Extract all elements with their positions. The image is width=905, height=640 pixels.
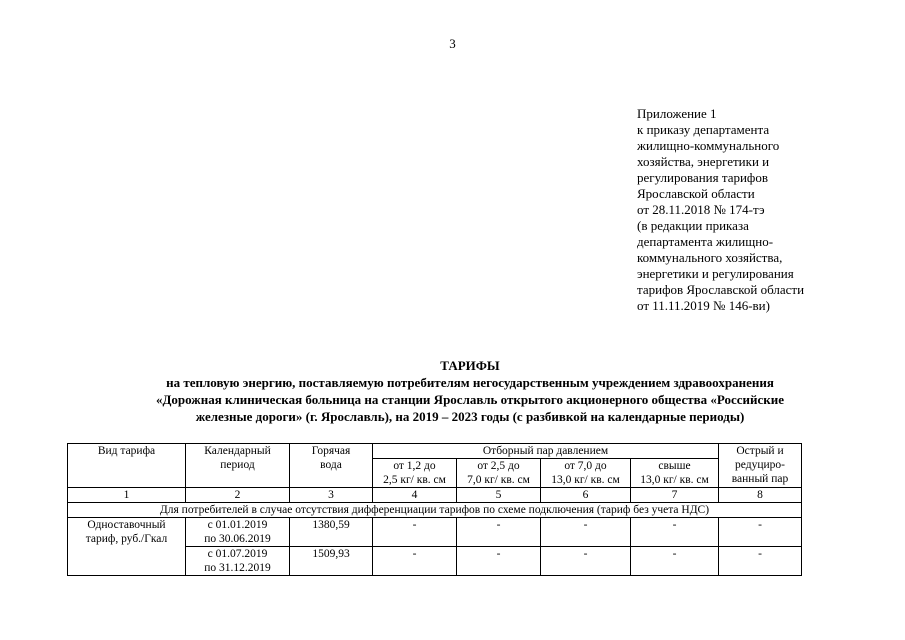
appendix-line: тарифов Ярославской области (637, 282, 805, 297)
section-row (68, 503, 802, 518)
hot-water-value: 1509,93 (290, 547, 373, 576)
column-number: 5 (457, 488, 541, 503)
column-number: 4 (373, 488, 457, 503)
steam-value: - (373, 518, 457, 547)
appendix-line: жилищно-коммунального (637, 138, 780, 153)
tariff-label (68, 518, 186, 576)
steam-value: - (457, 547, 541, 576)
page-number: 3 (449, 36, 456, 51)
header-steam-1 (373, 459, 457, 488)
header-text: от 7,0 до (564, 460, 607, 472)
header-text: от 2,5 до (477, 460, 520, 472)
header-text: от 1,2 до (393, 460, 436, 472)
header-steam-4 (631, 459, 719, 488)
header-text: вода (320, 459, 342, 471)
steam-value: - (631, 518, 719, 547)
appendix-line: департамента жилищно- (637, 234, 774, 249)
title-line: железные дороги» (г. Ярославль), на 2019 – 2023 годы (с разбивкой на календарные периоды) (195, 409, 745, 424)
steam-value: - (631, 547, 719, 576)
column-number-row (68, 488, 802, 503)
column-number: 6 (541, 488, 631, 503)
title-line: «Дорожная клиническая больница на станции Ярославль открытого акционерного общества «Российские (155, 392, 785, 407)
header-text: период (220, 459, 255, 471)
tariff-label-line: Одноставочный (87, 519, 166, 531)
period-from: с 01.07.2019 (207, 548, 268, 560)
period-to: по 30.06.2019 (204, 533, 271, 545)
period-to: по 31.12.2019 (204, 562, 271, 574)
title-heading: ТАРИФЫ (440, 358, 500, 373)
header-row (68, 444, 802, 459)
appendix-line: от 28.11.2018 № 174-тэ (637, 202, 765, 217)
appendix-line: хозяйства, энергетики и (637, 154, 770, 169)
appendix-line: регулирования тарифов (637, 170, 768, 185)
header-text: Календарный (204, 445, 271, 457)
header-sharp-steam (719, 444, 802, 488)
column-number: 1 (68, 488, 186, 503)
header-text: 13,0 кг/ кв. см (551, 474, 620, 486)
header-text: 13,0 кг/ кв. см (640, 474, 709, 486)
title-line: на тепловую энергию, поставляемую потребителям негосударственным учреждением здравоохранения (166, 375, 774, 390)
tariff-label-line: тариф, руб./Гкал (85, 533, 168, 545)
appendix-line: коммунального хозяйства, (637, 250, 783, 265)
header-text: ванный пар (731, 473, 789, 485)
period-cell (186, 518, 290, 547)
appendix-line: от 11.11.2019 № 146-ви) (637, 298, 770, 313)
hot-water-value: 1380,59 (290, 518, 373, 547)
sharp-steam-value: - (719, 518, 802, 547)
appendix-line: к приказу департамента (637, 122, 770, 137)
steam-value: - (541, 518, 631, 547)
period-from: с 01.01.2019 (207, 519, 268, 531)
sharp-steam-value: - (719, 547, 802, 576)
column-number: 2 (186, 488, 290, 503)
header-text: 7,0 кг/ кв. см (467, 474, 530, 486)
header-text: 2,5 кг/ кв. см (383, 474, 446, 486)
tariff-table (67, 443, 802, 576)
header-text: редуциро- (735, 459, 785, 471)
header-steam-3 (541, 459, 631, 488)
header-period (186, 444, 290, 488)
header-hot-water (290, 444, 373, 488)
column-number: 8 (719, 488, 802, 503)
appendix-line: Приложение 1 (637, 106, 717, 121)
appendix-line: Ярославской области (637, 186, 755, 201)
appendix-note (637, 106, 867, 314)
appendix-line: энергетики и регулирования (637, 266, 794, 281)
steam-value: - (457, 518, 541, 547)
period-cell (186, 547, 290, 576)
steam-value: - (373, 547, 457, 576)
section-title: Для потребителей в случае отсутствия дифференциации тарифов по схеме подключения (тариф без учета НДС) (68, 503, 802, 518)
header-text: Горячая (311, 445, 351, 457)
header-steam-2 (457, 459, 541, 488)
steam-value: - (541, 547, 631, 576)
header-text: свыше (658, 460, 691, 472)
header-steam: Отборный пар давлением (373, 444, 719, 459)
header-text: Острый и (736, 445, 784, 457)
document-title (40, 357, 900, 425)
column-number: 7 (631, 488, 719, 503)
column-number: 3 (290, 488, 373, 503)
appendix-line: (в редакции приказа (637, 218, 749, 233)
table-row (68, 518, 802, 547)
header-tariff-type: Вид тарифа (68, 444, 186, 488)
